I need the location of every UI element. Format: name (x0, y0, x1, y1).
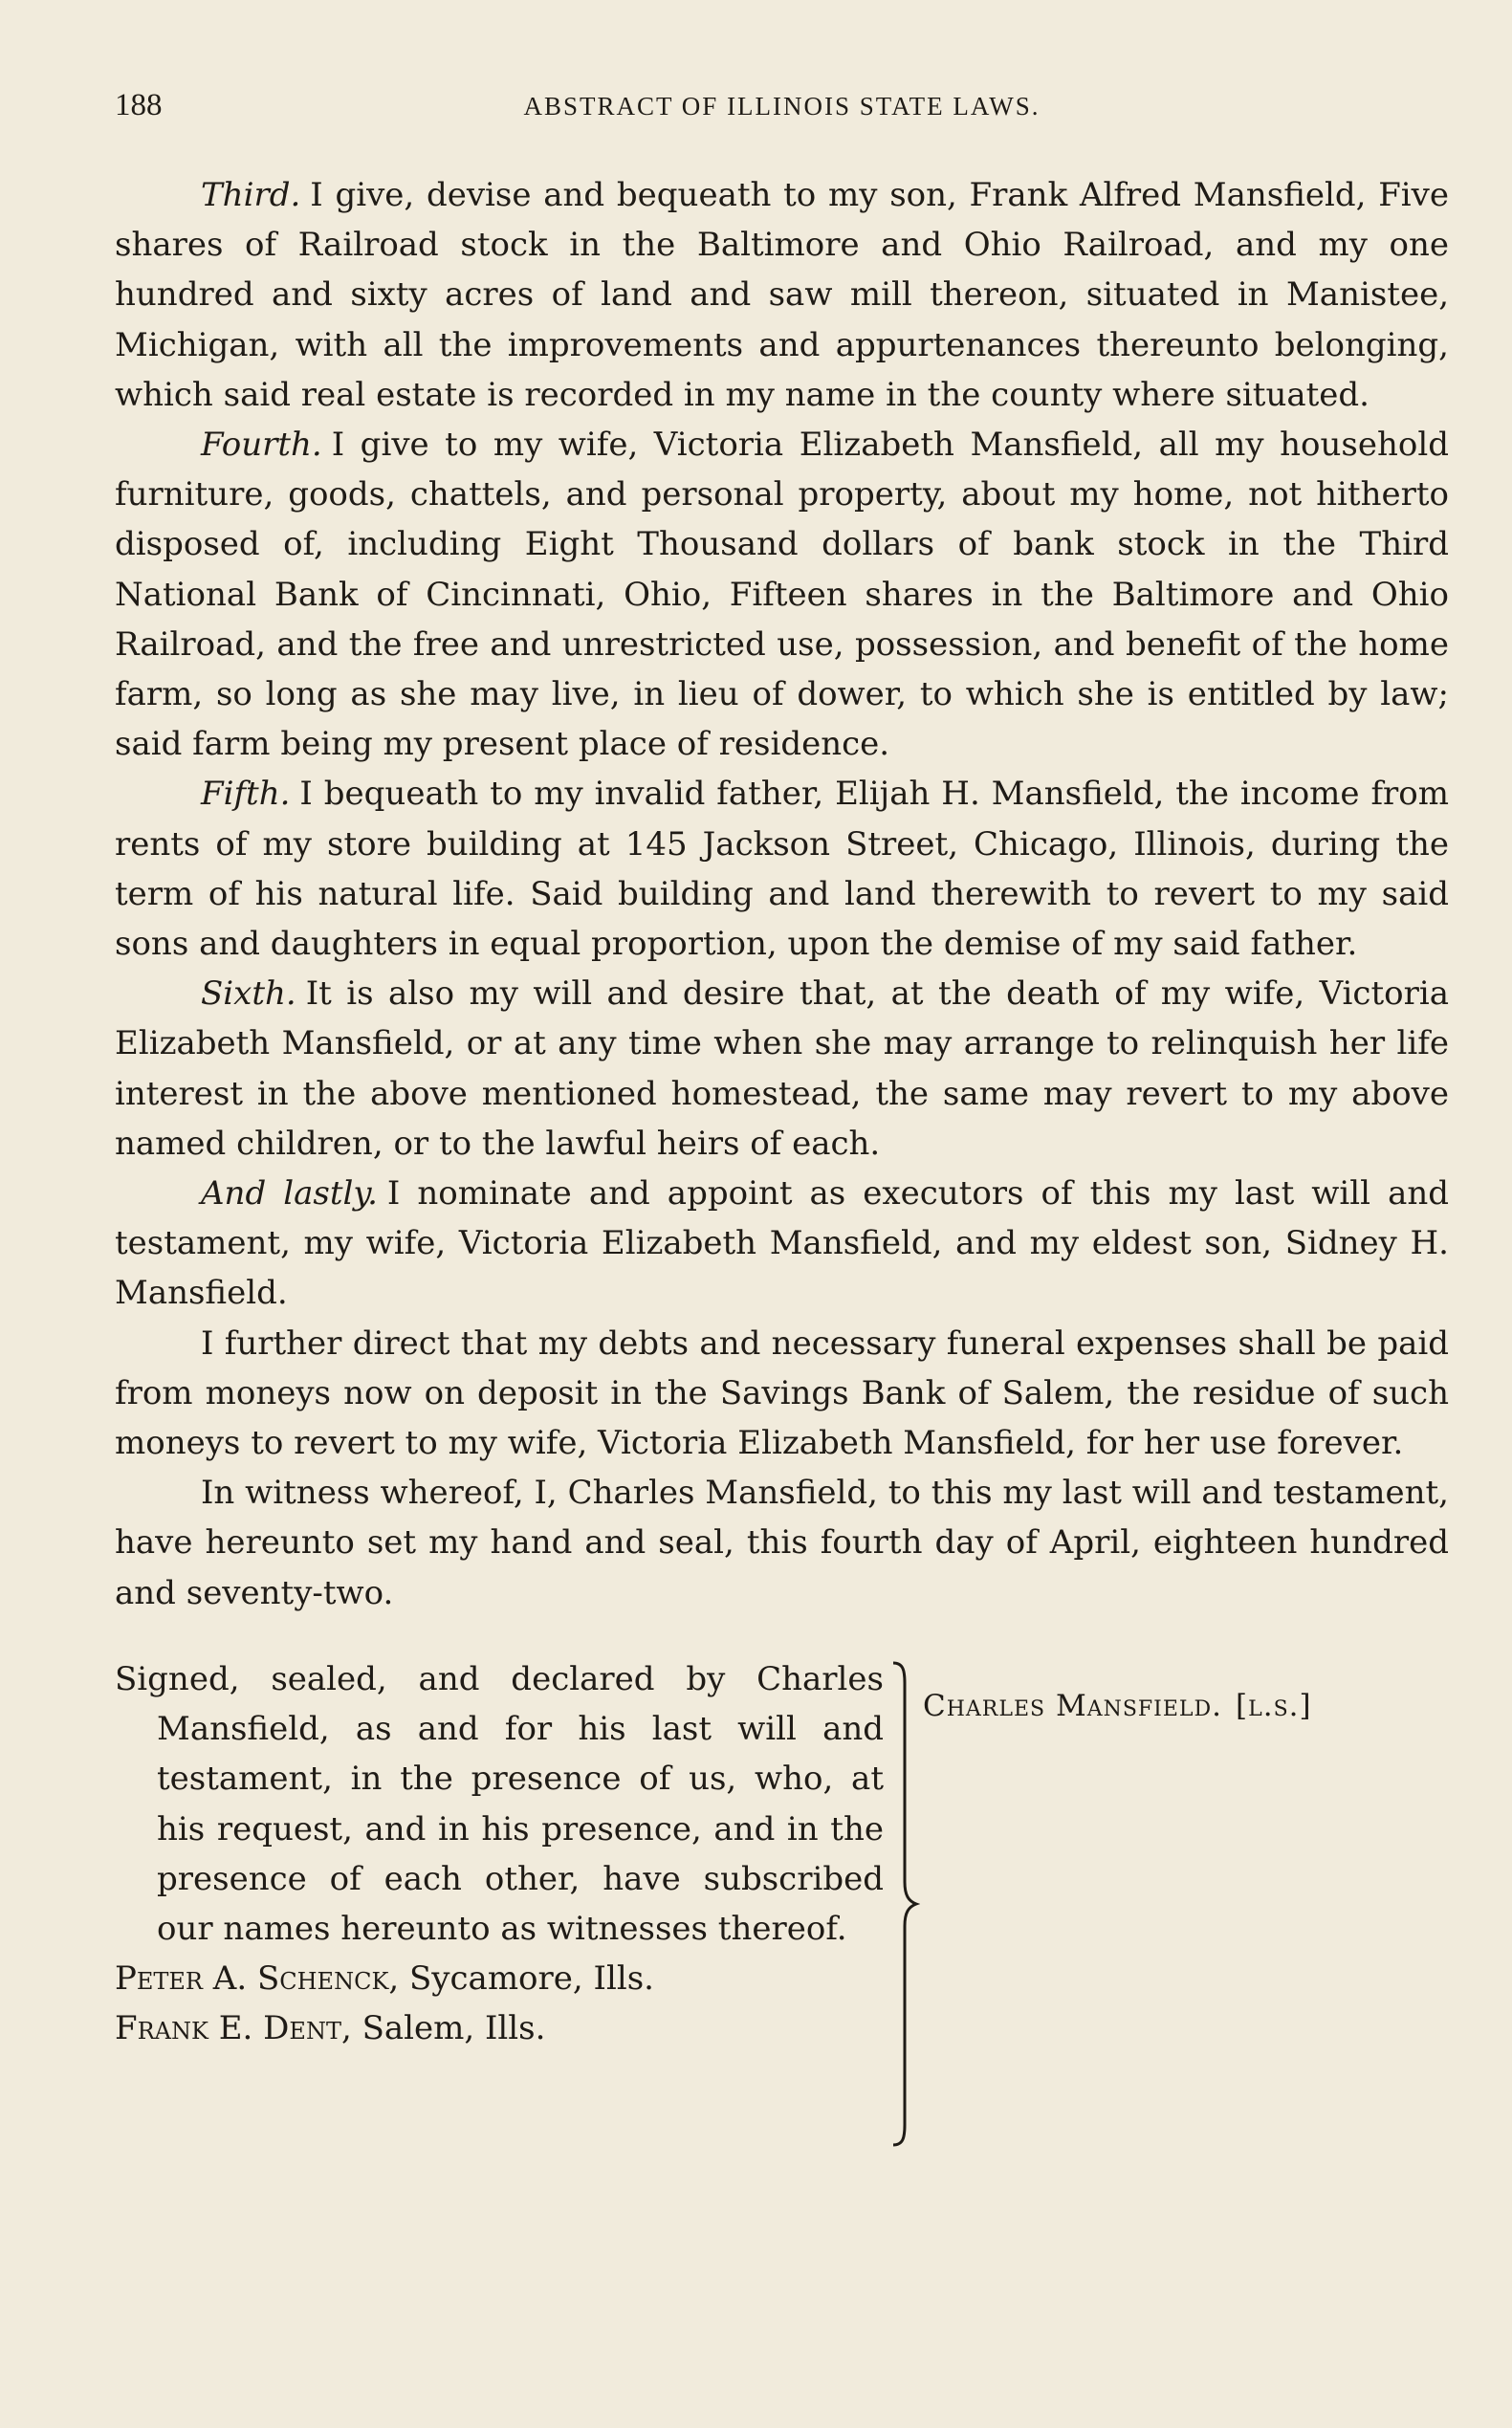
paragraph-lead: And lastly. (201, 1174, 378, 1214)
paragraph-text: It is also my will and desire that, at the death of my wife, Victoria Elizabeth Mansfield, or at any time when she may arrange to relinquish her life interest in the above mentioned homestead, the same may revert to my above named children, or to the lawful heirs of each. (115, 974, 1449, 1163)
paragraph-third (115, 170, 1449, 420)
testator-name: Charles Mansfield. (923, 1688, 1223, 1723)
witness-1 (115, 1954, 884, 2003)
witness-place: Salem, Ills. (362, 2009, 546, 2048)
paragraph-text: In witness whereof, I, Charles Mansfield, to this my last will and testament, have hereunto set my hand and seal, this fourth day of April, eighteen hundred and seventy-two. (115, 1474, 1449, 1612)
will-text (115, 170, 1449, 1618)
paragraph-lead: Fifth. (201, 775, 291, 814)
running-title: ABSTRACT OF ILLINOIS STATE LAWS. (523, 92, 1041, 120)
witness-name: Peter A. Schenck, (115, 1959, 400, 1999)
book-page (115, 88, 1449, 2152)
right-brace-icon (887, 1660, 920, 2148)
paragraph-lead: Third. (201, 176, 301, 214)
running-header (115, 88, 1449, 145)
seal-mark: [l.s.] (1236, 1688, 1312, 1723)
paragraph-text: I nominate and appoint as executors of this my last will and testament, my wife, Victoria Elizabeth Mansfield, and my eldest son, Sidney H. Mansfield. (115, 1174, 1450, 1313)
paragraph-fourth (115, 420, 1449, 769)
testator-signature (923, 1681, 1312, 1731)
paragraph-text: I further direct that my debts and necessary funeral expenses shall be paid from moneys now on deposit in the Savings Bank of Salem, the residue of such moneys to revert to my wife, Victoria Elizabeth Mansfield, for her use forever. (115, 1323, 1449, 1463)
paragraph-lead: Fourth. (201, 426, 322, 465)
witness-name: Frank E. Dent, (115, 2009, 352, 2048)
witness-place: Sycamore, Ills. (409, 1959, 654, 1999)
page-number: 188 (115, 88, 163, 122)
attestation-clause (115, 1654, 884, 2054)
paragraph-and-lastly (115, 1169, 1449, 1319)
paragraph-fifth (115, 769, 1449, 969)
paragraph-debts (115, 1319, 1449, 1469)
paragraph-text: I bequeath to my invalid father, Elijah H. Mansfield, the income from rents of my store building at 145 Jackson Street, Chicago, Illinois, during the term of his natural life. Said building and land therewith to revert to my said sons and daughters in equal proportion, upon the demise of my said father. (115, 775, 1449, 964)
paragraph-witness (115, 1468, 1449, 1618)
witness-2 (115, 2003, 884, 2053)
paragraph-text: I give to my wife, Victoria Elizabeth Mansfield, all my household furniture, goods, chattels, and personal property, about my home, not hitherto disposed of, including Eight Thousand dollars of bank stock in the Third National Bank of Cincinnati, Ohio, Fifteen shares in the Baltimore and Ohio Railroad, and the free and unrestricted use, possession, and benefit of the home farm, so long as she may live, in lieu of dower, to which she is entitled by law; said farm being my present place of residence. (115, 426, 1449, 764)
paragraph-sixth (115, 969, 1449, 1169)
signature-block (115, 1654, 1449, 2152)
paragraph-text: I give, devise and bequeath to my son, Frank Alfred Mansfield, Five shares of Railroad stock in the Baltimore and Ohio Railroad, and my one hundred and sixty acres of land and saw mill thereon, situated in Manistee, Michigan, with all the improvements and appurtenances thereunto belonging, which said real estate is recorded in my name in the county where situated. (115, 176, 1449, 414)
attestation-text: Signed, sealed, and declared by Charles Mansfield, as and for his last will and testament, in the presence of us, who, at his request, and in his presence, and in the presence of each other, have subscribed our names hereunto as witnesses thereof. (115, 1659, 884, 1948)
paragraph-lead: Sixth. (201, 974, 296, 1014)
